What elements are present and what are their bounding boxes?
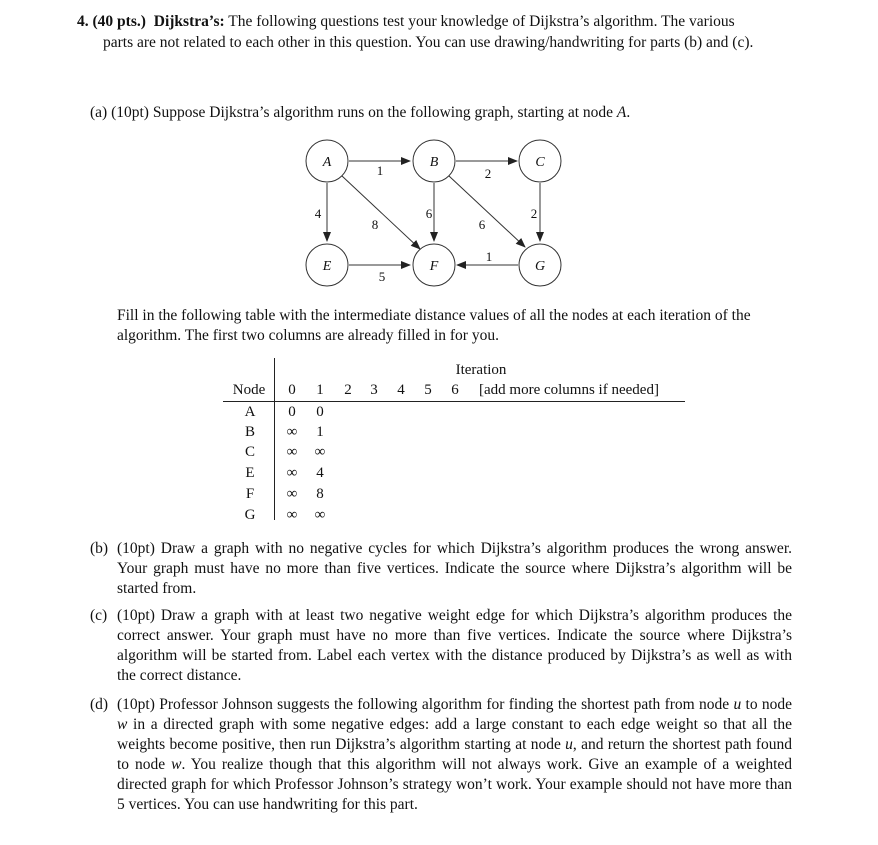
weight-c-g: 2: [530, 206, 538, 221]
table-col-4: 4: [397, 382, 405, 398]
weight-b-c: 2: [484, 166, 492, 181]
table-cell: 0: [288, 404, 296, 420]
part-d-label: (d): [90, 696, 109, 713]
dijkstra-graph: [280, 128, 600, 288]
table-cell: ∞: [286, 444, 298, 460]
node-label-e: E: [322, 259, 332, 274]
table-cell: ∞: [314, 444, 326, 460]
table-cell: ∞: [286, 424, 298, 440]
part-c-label: (c): [90, 607, 108, 624]
part-a-text: Suppose Dijkstra’s algorithm runs on the following graph, starting at node: [152, 104, 614, 121]
part-d-text: [117, 695, 792, 815]
node-label-f: F: [429, 259, 439, 274]
table-col-2: 2: [344, 382, 352, 398]
part-b-label: (b): [90, 540, 109, 557]
part-b-body: Draw a graph with no negative cycles for which Dijkstra’s algorithm produces the wrong answer. Your graph must have no more than five vertices. Indicate the source where Dijkstra’s algorithm will be started from.: [117, 540, 792, 597]
part-a-fill-line2: algorithm. The first two columns are already filled in for you.: [117, 327, 499, 344]
part-d-body: Professor Johnson suggests the following algorithm for finding the shortest path from node: [159, 696, 730, 713]
node-label-g: G: [534, 259, 546, 274]
part-d-var-u: u: [565, 736, 573, 753]
table-node-header: Node: [232, 382, 266, 398]
part-d-body: , and return the shortest path found to node: [117, 736, 792, 773]
table-row-node: E: [245, 465, 255, 481]
part-d-var-w: w: [117, 716, 128, 733]
part-c-body: Draw a graph with at least two negative weight edge for which Dijkstra’s algorithm produces the correct answer. Your graph must have no more than five vertices. Indicate the source where Dijkstra’s algorithm will be started from. Label each vertex with the distance produced by Dijkstra’s as well as with the correct distance.: [117, 607, 793, 684]
distance-table: [223, 356, 693, 526]
table-more-columns: [add more columns if needed]: [479, 382, 659, 398]
table-cell: 8: [316, 486, 324, 502]
table-row-node: C: [244, 444, 255, 460]
table-cell: ∞: [286, 465, 298, 481]
question-title: Dijkstra’s:: [153, 13, 225, 30]
part-d-var-w: w: [171, 756, 182, 773]
table-cell: ∞: [286, 507, 298, 523]
weight-e-f: 5: [378, 269, 386, 284]
table-cell: 1: [316, 424, 324, 440]
part-c-points: (10pt): [117, 607, 155, 624]
table-cell: 0: [316, 404, 324, 420]
part-c-text: [117, 606, 792, 686]
edge-a-f: [342, 176, 420, 249]
part-b-text: [117, 539, 792, 599]
node-label-a: A: [322, 155, 332, 170]
part-d-body: in a directed graph with some negative edges: add a large constant to each edge weight so that all the weights become positive, then run Dijkstra’s algorithm starting at node: [117, 716, 793, 753]
part-a-label: (a): [90, 104, 108, 121]
part-d-body: . You realize though that this algorithm will not always work. Give an example of a weighted directed graph for which Professor Johnson’s strategy won’t work. Your example should not have more than 5 vertices. You can use handwriting for this part.: [117, 756, 793, 813]
node-label-c: C: [535, 155, 545, 170]
weight-b-g: 6: [478, 217, 486, 232]
table-col-6: 6: [451, 382, 459, 398]
weight-a-e: 4: [314, 206, 322, 221]
table-col-0: 0: [288, 382, 296, 398]
table-row-node: A: [244, 404, 256, 420]
part-a-points: (10pt): [111, 104, 149, 121]
edge-b-g: [449, 176, 525, 247]
question-intro-line1: The following questions test your knowledge of Dijkstra’s algorithm. The various: [228, 13, 735, 30]
part-a-period: .: [626, 104, 631, 121]
table-row-node: G: [244, 507, 256, 523]
question-number: 4.: [77, 13, 89, 30]
weight-a-f: 8: [371, 217, 379, 232]
table-cell: 4: [316, 465, 324, 481]
question-intro-line2: parts are not related to each other in this question. You can use drawing/handwriting for parts (b) and (c).: [103, 34, 754, 51]
part-a-start-node: A: [616, 104, 627, 121]
part-a-fill-line1: Fill in the following table with the intermediate distance values of all the nodes at each iteration of the: [117, 307, 751, 324]
table-col-3: 3: [370, 382, 378, 398]
question-header: [77, 12, 735, 32]
table-vertical-rule: [274, 358, 275, 520]
table-row-node: F: [245, 486, 255, 502]
part-d-points: (10pt): [117, 696, 155, 713]
weight-g-f: 1: [485, 249, 493, 264]
part-d-var-u: u: [733, 696, 742, 713]
weight-b-f: 6: [425, 206, 433, 221]
table-horizontal-rule: [223, 401, 685, 402]
table-cell: ∞: [314, 507, 326, 523]
table-col-5: 5: [424, 382, 432, 398]
question-points: (40 pts.): [92, 13, 146, 30]
part-a-prompt: [90, 103, 630, 123]
table-row-node: B: [244, 424, 255, 440]
weight-a-b: 1: [376, 163, 384, 178]
part-b-points: (10pt): [117, 540, 155, 557]
table-cell: ∞: [286, 486, 298, 502]
table-col-1: 1: [316, 382, 324, 398]
node-label-b: B: [429, 155, 439, 170]
table-iteration-label: Iteration: [455, 362, 507, 378]
part-d-body: to node: [745, 696, 793, 713]
